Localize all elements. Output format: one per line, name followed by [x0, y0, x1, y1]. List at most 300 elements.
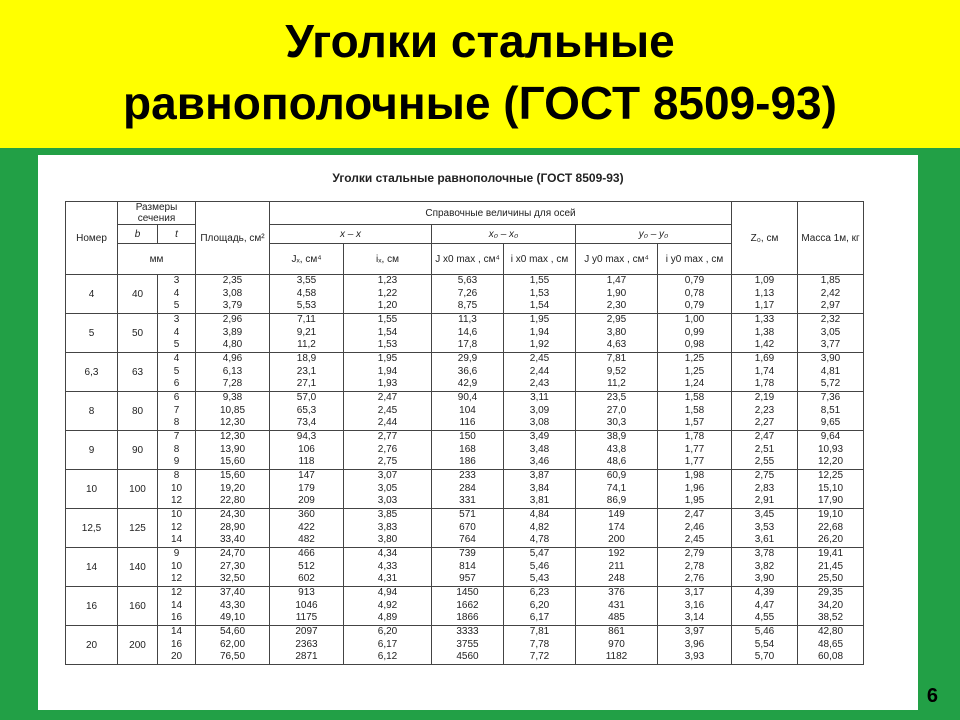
- cell-jy0: [576, 431, 658, 470]
- cell-value: 2097: [295, 626, 318, 638]
- cell-iy0: [658, 275, 732, 314]
- cell-value: 14: [170, 626, 183, 638]
- cell-jx0: [432, 470, 504, 509]
- header-t: t: [158, 225, 196, 244]
- cell-number: 10: [66, 470, 118, 509]
- cell-ix0: [504, 353, 576, 392]
- cell-value: 43,30: [219, 599, 246, 611]
- cell-value: 764: [459, 534, 476, 546]
- cell-value: 14,6: [457, 326, 478, 338]
- cell-value: 1,09: [754, 275, 775, 287]
- cell-value: 4,81: [820, 365, 841, 377]
- cell-mass: [798, 587, 864, 626]
- cell-area: [196, 470, 270, 509]
- cell-jx0: [432, 548, 504, 587]
- angles-table: [65, 201, 864, 665]
- cell-value: 3,14: [684, 612, 705, 624]
- cell-value: 1,47: [606, 275, 627, 287]
- cell-mass: [798, 470, 864, 509]
- cell-value: 5,54: [754, 638, 775, 650]
- cell-value: 1,25: [684, 365, 705, 377]
- cell-value: 1,24: [684, 378, 705, 390]
- cell-value: 3,85: [377, 509, 398, 521]
- cell-jx0: [432, 509, 504, 548]
- cell-value: 913: [298, 587, 315, 599]
- cell-value: 3,80: [377, 534, 398, 546]
- cell-number: 20: [66, 626, 118, 665]
- cell-value: 16: [170, 612, 183, 624]
- cell-value: 14: [170, 599, 183, 611]
- cell-value: 7,36: [820, 392, 841, 404]
- cell-z0: [732, 392, 798, 431]
- cell-value: 106: [298, 443, 315, 455]
- cell-t: [158, 392, 196, 431]
- cell-value: 360: [298, 509, 315, 521]
- cell-jx: [270, 431, 344, 470]
- cell-value: 2,42: [820, 287, 841, 299]
- cell-value: 670: [459, 521, 476, 533]
- page-number: 6: [926, 685, 938, 707]
- cell-t: [158, 587, 196, 626]
- cell-value: 1,90: [606, 287, 627, 299]
- cell-value: 2,35: [222, 275, 243, 287]
- cell-jx: [270, 626, 344, 665]
- cell-value: 3,82: [754, 560, 775, 572]
- cell-value: 2,91: [754, 495, 775, 507]
- cell-value: 7: [173, 431, 180, 443]
- header-axis-y0: y₀ – y₀: [576, 225, 732, 244]
- cell-value: 3,07: [377, 470, 398, 482]
- cell-number: 12,5: [66, 509, 118, 548]
- cell-value: 3,53: [754, 521, 775, 533]
- cell-value: 8,75: [457, 300, 478, 312]
- cell-value: 2,97: [820, 300, 841, 312]
- cell-jy0: [576, 587, 658, 626]
- cell-value: 34,20: [817, 599, 844, 611]
- cell-value: 10: [170, 509, 183, 521]
- cell-value: 3,16: [684, 599, 705, 611]
- cell-value: 10,93: [817, 443, 844, 455]
- cell-number: 16: [66, 587, 118, 626]
- cell-value: 192: [608, 548, 625, 560]
- cell-value: 76,50: [219, 651, 246, 663]
- cell-value: 485: [608, 612, 625, 624]
- cell-value: 3,49: [529, 431, 550, 443]
- cell-value: 7,78: [529, 638, 550, 650]
- cell-value: 3: [173, 314, 180, 326]
- table-row: [66, 392, 864, 431]
- cell-t: [158, 470, 196, 509]
- cell-value: 8: [173, 417, 180, 429]
- cell-value: 233: [459, 470, 476, 482]
- cell-value: 1,54: [377, 326, 398, 338]
- slide-title: [0, 10, 960, 134]
- cell-ix0: [504, 470, 576, 509]
- cell-z0: [732, 431, 798, 470]
- cell-value: 1,58: [684, 392, 705, 404]
- cell-jx: [270, 353, 344, 392]
- cell-value: 3,05: [820, 326, 841, 338]
- cell-value: 1,55: [377, 314, 398, 326]
- cell-value: 331: [459, 495, 476, 507]
- cell-value: 1866: [456, 612, 479, 624]
- cell-value: 1,53: [377, 339, 398, 351]
- cell-value: 73,4: [296, 417, 317, 429]
- cell-jx: [270, 587, 344, 626]
- cell-value: 1,55: [529, 275, 550, 287]
- cell-value: 1,95: [377, 353, 398, 365]
- header-ix0: i x0 max , см: [504, 244, 576, 275]
- cell-value: 1,00: [684, 314, 705, 326]
- cell-z0: [732, 275, 798, 314]
- cell-number: 8: [66, 392, 118, 431]
- cell-ix: [344, 509, 432, 548]
- cell-value: 1046: [295, 599, 318, 611]
- cell-value: 90,4: [457, 392, 478, 404]
- cell-jy0: [576, 353, 658, 392]
- cell-value: 4,47: [754, 599, 775, 611]
- cell-area: [196, 509, 270, 548]
- cell-jx0: [432, 392, 504, 431]
- cell-value: 1,85: [820, 275, 841, 287]
- table-row: [66, 548, 864, 587]
- cell-value: 49,10: [219, 612, 246, 624]
- cell-b: 140: [118, 548, 158, 587]
- cell-value: 957: [459, 573, 476, 585]
- cell-value: 3: [173, 275, 180, 287]
- header-axis-xx: x – x: [270, 225, 432, 244]
- cell-number: 14: [66, 548, 118, 587]
- cell-value: 9,65: [820, 417, 841, 429]
- cell-value: 3,79: [222, 300, 243, 312]
- cell-value: 4,80: [222, 339, 243, 351]
- cell-value: 3,80: [606, 326, 627, 338]
- cell-value: 22,80: [219, 495, 246, 507]
- cell-value: 4,31: [377, 573, 398, 585]
- cell-value: 3,03: [377, 495, 398, 507]
- cell-value: 4,94: [377, 587, 398, 599]
- header-jx0: J x0 max , см⁴: [432, 244, 504, 275]
- cell-value: 11,2: [297, 339, 316, 351]
- cell-ix: [344, 353, 432, 392]
- cell-value: 1,54: [529, 300, 550, 312]
- cell-value: 1,42: [754, 339, 775, 351]
- cell-iy0: [658, 392, 732, 431]
- cell-value: 6,12: [377, 651, 398, 663]
- cell-value: 29,9: [457, 353, 478, 365]
- cell-value: 0,99: [684, 326, 705, 338]
- cell-value: 3,97: [684, 626, 705, 638]
- cell-ix: [344, 314, 432, 353]
- cell-value: 1,20: [377, 300, 398, 312]
- cell-jx0: [432, 431, 504, 470]
- cell-value: 15,10: [817, 482, 844, 494]
- cell-value: 1,25: [684, 353, 705, 365]
- cell-value: 12: [170, 587, 183, 599]
- header-mass: Масса 1м, кг: [798, 202, 864, 275]
- cell-value: 5,46: [529, 560, 550, 572]
- cell-number: 5: [66, 314, 118, 353]
- cell-value: 5,43: [529, 573, 550, 585]
- cell-value: 23,1: [296, 365, 317, 377]
- cell-value: 2871: [295, 651, 318, 663]
- cell-value: 1,95: [684, 495, 705, 507]
- cell-value: 6: [173, 392, 180, 404]
- cell-iy0: [658, 587, 732, 626]
- cell-value: 1,94: [529, 326, 550, 338]
- cell-value: 3,09: [529, 404, 550, 416]
- cell-value: 12: [170, 495, 183, 507]
- cell-t: [158, 275, 196, 314]
- cell-value: 5,46: [754, 626, 775, 638]
- cell-value: 1,77: [684, 456, 705, 468]
- cell-value: 33,40: [219, 534, 246, 546]
- cell-ix: [344, 275, 432, 314]
- cell-value: 2,77: [377, 431, 398, 443]
- header-ix: iₓ, см: [344, 244, 432, 275]
- cell-ix0: [504, 587, 576, 626]
- header-iy0: i y0 max , см: [658, 244, 732, 275]
- table-row: [66, 353, 864, 392]
- cell-z0: [732, 353, 798, 392]
- cell-value: 3,08: [529, 417, 550, 429]
- cell-b: 100: [118, 470, 158, 509]
- cell-value: 2,27: [754, 417, 775, 429]
- cell-value: 1,94: [377, 365, 398, 377]
- cell-value: 3,46: [529, 456, 550, 468]
- cell-value: 12,30: [219, 417, 246, 429]
- cell-ix0: [504, 626, 576, 665]
- cell-value: 36,6: [457, 365, 478, 377]
- cell-t: [158, 314, 196, 353]
- cell-value: 3,45: [754, 509, 775, 521]
- cell-value: 2,32: [820, 314, 841, 326]
- cell-value: 4,55: [754, 612, 775, 624]
- cell-value: 2,47: [754, 431, 775, 443]
- cell-value: 104: [459, 404, 476, 416]
- cell-value: 1,78: [684, 431, 705, 443]
- cell-value: 3,05: [377, 482, 398, 494]
- cell-value: 12,30: [219, 431, 246, 443]
- cell-jy0: [576, 509, 658, 548]
- cell-b: 40: [118, 275, 158, 314]
- cell-mass: [798, 548, 864, 587]
- cell-value: 179: [298, 482, 315, 494]
- cell-z0: [732, 587, 798, 626]
- cell-value: 422: [298, 521, 315, 533]
- cell-jx0: [432, 626, 504, 665]
- cell-value: 38,9: [606, 431, 627, 443]
- cell-value: 0,98: [684, 339, 705, 351]
- cell-jx: [270, 509, 344, 548]
- cell-value: 11,3: [458, 314, 477, 326]
- cell-value: 32,50: [219, 573, 246, 585]
- cell-value: 168: [459, 443, 476, 455]
- cell-jy0: [576, 626, 658, 665]
- cell-jy0: [576, 548, 658, 587]
- cell-iy0: [658, 470, 732, 509]
- cell-value: 2,79: [684, 548, 705, 560]
- cell-value: 14: [170, 534, 183, 546]
- header-area: Площадь, см²: [196, 202, 270, 275]
- cell-area: [196, 587, 270, 626]
- cell-value: 150: [459, 431, 476, 443]
- cell-value: 9: [173, 456, 180, 468]
- cell-value: 571: [459, 509, 476, 521]
- cell-value: 861: [608, 626, 625, 638]
- cell-value: 4,58: [296, 287, 317, 299]
- cell-value: 17,90: [817, 495, 844, 507]
- table-row: [66, 470, 864, 509]
- cell-iy0: [658, 626, 732, 665]
- cell-ix: [344, 548, 432, 587]
- cell-value: 1,38: [754, 326, 775, 338]
- cell-value: 1450: [456, 587, 479, 599]
- cell-b: 63: [118, 353, 158, 392]
- header-section: Размеры сечения: [118, 202, 196, 225]
- cell-value: 9,38: [222, 392, 243, 404]
- cell-value: 12: [170, 521, 183, 533]
- table-header: [66, 202, 864, 275]
- cell-b: 200: [118, 626, 158, 665]
- cell-value: 5: [173, 339, 180, 351]
- cell-value: 174: [608, 521, 625, 533]
- cell-value: 48,65: [817, 638, 844, 650]
- cell-value: 7,81: [529, 626, 550, 638]
- header-jy0: J y0 max , см⁴: [576, 244, 658, 275]
- cell-value: 9: [173, 548, 180, 560]
- cell-value: 2,75: [754, 470, 775, 482]
- cell-value: 3,84: [529, 482, 550, 494]
- cell-value: 602: [298, 573, 315, 585]
- cell-value: 5,72: [820, 378, 841, 390]
- cell-ix0: [504, 431, 576, 470]
- cell-value: 2363: [295, 638, 318, 650]
- table-row: [66, 431, 864, 470]
- cell-value: 2,45: [377, 404, 398, 416]
- cell-jx: [270, 314, 344, 353]
- cell-value: 149: [608, 509, 625, 521]
- cell-jx: [270, 275, 344, 314]
- cell-jy0: [576, 314, 658, 353]
- cell-value: 2,47: [684, 509, 705, 521]
- cell-t: [158, 509, 196, 548]
- cell-value: 3333: [456, 626, 479, 638]
- cell-mass: [798, 314, 864, 353]
- cell-value: 116: [459, 417, 476, 429]
- cell-value: 3,83: [377, 521, 398, 533]
- cell-value: 5,63: [457, 275, 478, 287]
- cell-mass: [798, 626, 864, 665]
- cell-value: 5: [173, 365, 180, 377]
- cell-value: 3,93: [684, 651, 705, 663]
- cell-t: [158, 431, 196, 470]
- cell-z0: [732, 314, 798, 353]
- cell-value: 15,60: [219, 456, 246, 468]
- cell-jx0: [432, 275, 504, 314]
- cell-iy0: [658, 431, 732, 470]
- cell-jy0: [576, 392, 658, 431]
- cell-value: 5,70: [754, 651, 775, 663]
- cell-value: 2,75: [377, 456, 398, 468]
- cell-value: 1,69: [754, 353, 775, 365]
- cell-value: 1,96: [684, 482, 705, 494]
- cell-value: 28,90: [219, 521, 246, 533]
- cell-area: [196, 626, 270, 665]
- table-row: [66, 509, 864, 548]
- cell-number: 9: [66, 431, 118, 470]
- cell-value: 2,76: [377, 443, 398, 455]
- cell-value: 0,79: [684, 300, 705, 312]
- cell-value: 1,23: [377, 275, 398, 287]
- cell-value: 4,92: [377, 599, 398, 611]
- cell-value: 4,78: [529, 534, 550, 546]
- cell-value: 1,22: [377, 287, 398, 299]
- cell-value: 2,44: [529, 365, 550, 377]
- cell-value: 4: [173, 287, 180, 299]
- cell-value: 7,11: [297, 314, 316, 326]
- cell-value: 211: [608, 560, 625, 572]
- cell-area: [196, 548, 270, 587]
- cell-iy0: [658, 548, 732, 587]
- cell-value: 814: [459, 560, 476, 572]
- cell-value: 4,89: [377, 612, 398, 624]
- cell-value: 60,9: [606, 470, 627, 482]
- cell-jx0: [432, 587, 504, 626]
- cell-value: 482: [298, 534, 315, 546]
- cell-z0: [732, 470, 798, 509]
- cell-value: 4,84: [529, 509, 550, 521]
- cell-value: 12,25: [817, 470, 844, 482]
- cell-value: 1,77: [684, 443, 705, 455]
- cell-value: 3,90: [754, 573, 775, 585]
- cell-value: 2,55: [754, 456, 775, 468]
- cell-value: 48,6: [606, 456, 627, 468]
- cell-value: 1,98: [684, 470, 705, 482]
- cell-value: 4,33: [377, 560, 398, 572]
- cell-value: 1,74: [754, 365, 775, 377]
- cell-ix: [344, 587, 432, 626]
- cell-value: 3,89: [222, 326, 243, 338]
- cell-value: 1662: [456, 599, 479, 611]
- cell-value: 10,85: [219, 404, 246, 416]
- cell-value: 19,41: [817, 548, 844, 560]
- cell-value: 54,60: [219, 626, 246, 638]
- cell-value: 4,63: [606, 339, 627, 351]
- cell-value: 19,20: [219, 482, 246, 494]
- cell-area: [196, 353, 270, 392]
- table-row: [66, 587, 864, 626]
- cell-value: 12: [170, 573, 183, 585]
- cell-value: 43,8: [606, 443, 627, 455]
- cell-value: 3,61: [754, 534, 775, 546]
- cell-z0: [732, 548, 798, 587]
- cell-value: 9,21: [296, 326, 317, 338]
- table-body: [66, 275, 864, 665]
- header-b: b: [118, 225, 158, 244]
- header-number: Номер: [66, 202, 118, 275]
- cell-value: 248: [608, 573, 625, 585]
- cell-value: 2,96: [222, 314, 243, 326]
- cell-value: 970: [608, 638, 625, 650]
- cell-value: 2,51: [754, 443, 775, 455]
- table-row: [66, 314, 864, 353]
- cell-value: 3,48: [529, 443, 550, 455]
- cell-ix: [344, 392, 432, 431]
- cell-value: 8: [173, 470, 180, 482]
- cell-b: 80: [118, 392, 158, 431]
- cell-value: 3,11: [530, 392, 549, 404]
